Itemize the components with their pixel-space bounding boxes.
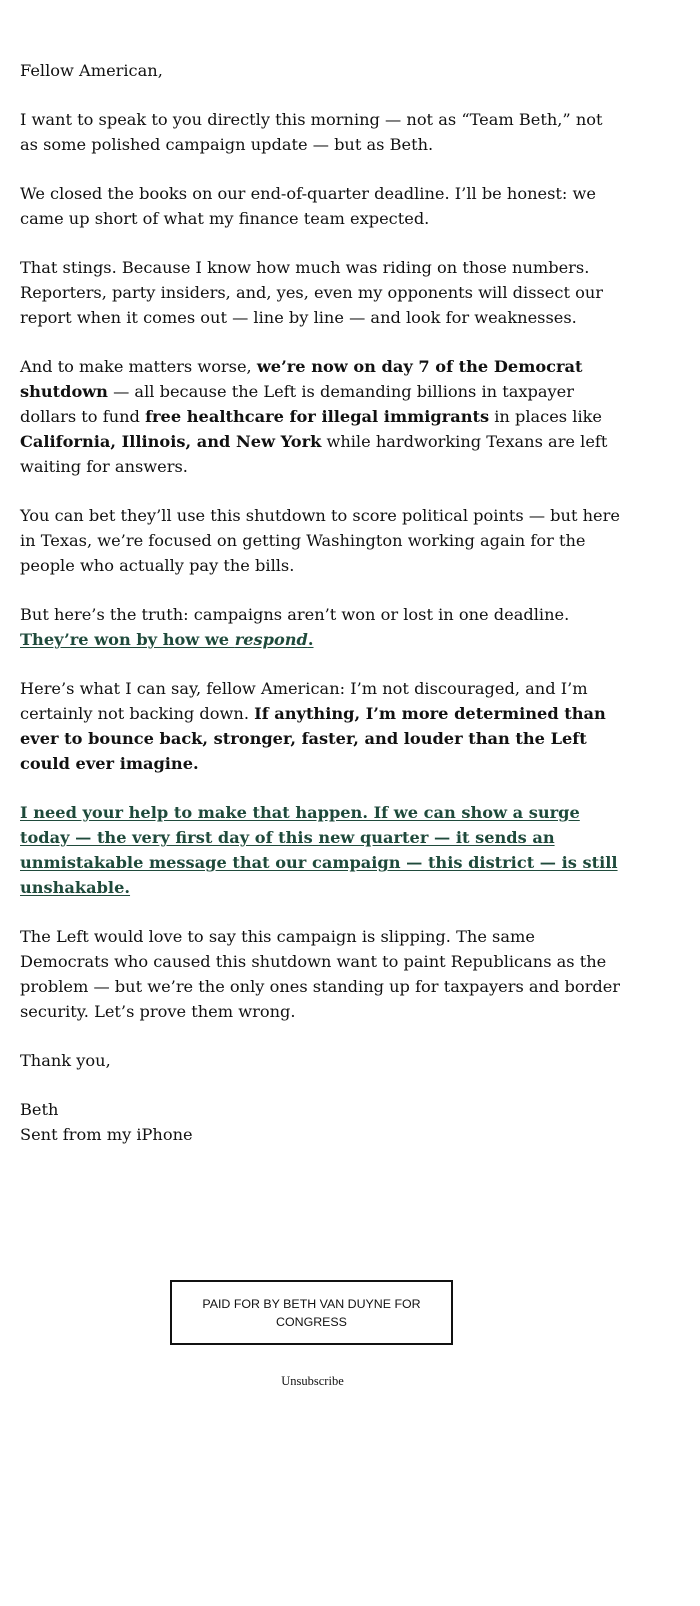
respond-link[interactable] — [20, 630, 314, 649]
paragraph-texas: You can bet they’ll use this shutdown to score political points — but here in Texas, we’re focused on getting Washington working again for the people who actually pay the bills. — [20, 506, 620, 575]
email-body — [20, 58, 620, 1147]
paragraph-deadline: We closed the books on our end-of-quarter deadline. I’ll be honest: we came up short of what my finance team expected. — [20, 184, 596, 228]
paragraph-intro: I want to speak to you directly this morning — not as “Team Beth,” not as some polished campaign update — but as Beth. — [20, 110, 603, 154]
paragraph-numbers: That stings. Because I know how much was riding on those numbers. Reporters, party insiders, and, yes, even my opponents will dissect our report when it comes out — line by line — and look for weaknesses. — [20, 258, 604, 327]
paragraph-shutdown — [20, 354, 620, 479]
greeting: Fellow American, — [20, 61, 163, 80]
respond-link-text-b: . — [307, 630, 314, 649]
respond-link-text-a: They’re won by how we — [20, 630, 235, 649]
shutdown-bold-2: free healthcare for illegal immigrants — [145, 407, 490, 426]
shutdown-text-1: And to make matters worse, — [20, 357, 257, 376]
shutdown-text-4: while hardworking Texans are left waiting for answers. — [20, 432, 608, 476]
shutdown-bold-3: California, Illinois, and New York — [20, 432, 322, 451]
truth-text: But here’s the truth: campaigns aren’t won or lost in one deadline. — [20, 605, 570, 624]
unsubscribe-link[interactable]: Unsubscribe — [281, 1374, 344, 1388]
signoff: Thank you, — [20, 1051, 111, 1070]
determined-text: Here’s what I can say, fellow American: I’m not discouraged, and I’m certainly not backing down. — [20, 679, 588, 723]
paragraph-surge — [20, 800, 620, 900]
paragraph-truth — [20, 602, 620, 652]
shutdown-text-3: in places like — [489, 407, 603, 426]
shutdown-bold-1: we’re now on day 7 of the Democrat shutdown — [20, 357, 583, 401]
paid-for-text: PAID FOR BY BETH VAN DUYNE FOR CONGRESS — [202, 1296, 421, 1329]
determined-bold: If anything, I’m more determined than ever to bounce back, stronger, faster, and louder than the Left could ever imagine. — [20, 704, 606, 773]
shutdown-text-2: — all because the Left is demanding billions in taxpayer dollars to fund — [20, 382, 574, 426]
paragraph-determined — [20, 676, 620, 776]
sent-from-line: Sent from my iPhone — [20, 1125, 193, 1144]
paragraph-prove: The Left would love to say this campaign is slipping. The same Democrats who caused this shutdown want to paint Republicans as the problem — but we’re the only ones standing up for taxpayers and border security. Let’s prove them wrong. — [20, 927, 621, 1021]
paid-for-disclaimer — [170, 1280, 453, 1345]
respond-link-em: respond — [234, 630, 308, 649]
signature-name: Beth — [20, 1100, 59, 1119]
surge-donate-link[interactable]: I need your help to make that happen. If we can show a surge today — the very first day of this new quarter — it sends an unmistakable message that our campaign — this district — is still unshakable. — [20, 803, 618, 897]
